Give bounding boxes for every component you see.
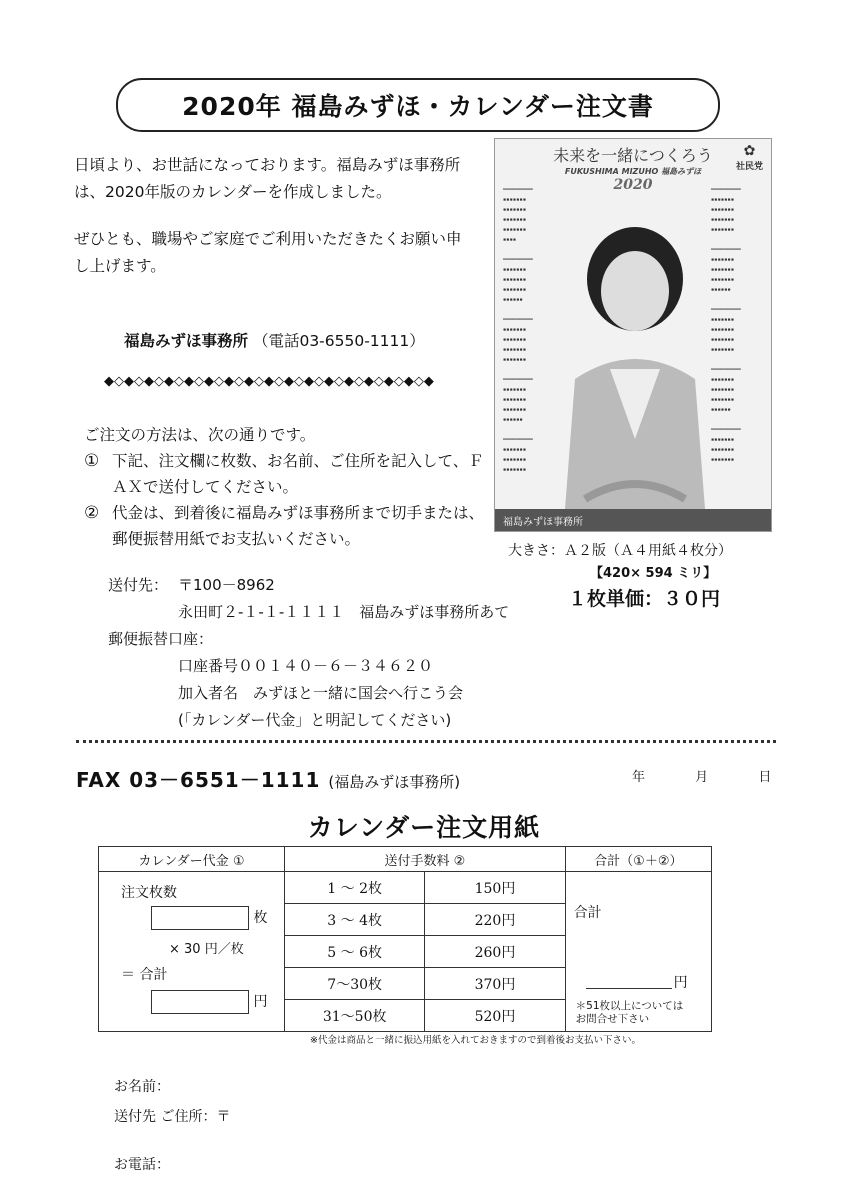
price-calc-cell: [99, 872, 285, 1032]
fee-range: 7～30枚: [285, 968, 425, 1000]
calendar-months-right: ━━━━━━━━━ ▪▪▪▪▪▪▪ ▪▪▪▪▪▪▪ ▪▪▪▪▪▪▪ ▪▪▪▪▪▪▪ ━━━━━━━━━ ▪▪▪▪▪▪▪ ▪▪▪▪▪▪▪ ▪▪▪▪▪▪▪ ▪▪▪▪▪▪ ━━━━━━━━━ ▪▪▪▪▪▪▪ ▪▪▪▪▪▪▪ ▪▪▪▪▪▪▪ ▪▪▪▪▪▪▪ ━━━━━━━━━ ▪▪▪▪▪▪▪ ▪▪▪▪▪▪▪ ▪▪▪▪▪▪▪ ▪▪▪▪▪▪ ━━━━━━━━━ ▪▪▪▪▪▪▪ ▪▪▪▪▪▪▪ ▪▪▪▪▪▪▪: [711, 187, 741, 463]
office-line: [124, 329, 425, 351]
customer-phone-label: お電話：: [114, 1157, 170, 1173]
size-text: 大きさ：Ａ２版（Ａ４用紙４枚分）: [508, 543, 732, 559]
customer-name-label: お名前：: [114, 1079, 170, 1095]
quantity-input[interactable]: [151, 906, 249, 930]
step-2-text: 代金は、到着後に福島みずほ事務所まで切手または、郵便振替用紙でお支払いください。: [112, 504, 485, 548]
total-label: 合計: [573, 905, 602, 921]
account-holder: 加入者名 みずほと一緒に国会へ行こう会: [178, 684, 464, 702]
date-fields: [632, 766, 771, 785]
calendar-slogan: 未来を一緒につくろう: [553, 146, 713, 165]
transfer-note: (「カレンダー代金」と明記してください): [178, 711, 452, 729]
quantity-label: 注文枚数: [121, 885, 177, 901]
document-title: 2020年 福島みずほ・カレンダー注文書: [116, 78, 720, 132]
fee-price: 220円: [425, 904, 565, 936]
diamond-divider: ◆◇◆◇◆◇◆◇◆◇◆◇◆◇◆◇◆◇◆◇◆◇◆◇◆◇◆◇◆◇◆◇◆: [104, 374, 434, 389]
intro-paragraph-2: ぜひとも、職場やご家庭でご利用いただきたくお願い申し上げます。: [74, 230, 462, 275]
address-block: [108, 572, 509, 734]
total-yen: 円: [673, 975, 688, 991]
method-intro: ご注文の方法は、次の通りです。: [84, 426, 316, 444]
date-year-label: 年: [632, 770, 646, 785]
header-shipping-fee: 送付手数料 ②: [285, 847, 566, 872]
total-input[interactable]: [586, 972, 672, 989]
fax-office: (福島みずほ事務所): [328, 773, 461, 791]
calendar-year: 2020: [613, 177, 653, 193]
step-1-number: ①: [84, 451, 100, 471]
step-1-text: 下記、注文欄に枚数、お名前、ご住所を記入して、ＦＡＸで送付してください。: [112, 452, 484, 496]
size-mm: 【420× 594 ミリ】: [590, 566, 717, 581]
intro-text: [74, 152, 474, 300]
cut-line: [76, 740, 776, 743]
fee-price: 370円: [425, 968, 565, 1000]
account-number: 口座番号００１４０－６－３４６２０: [178, 657, 434, 675]
customer-address-label: 送付先 ご住所：〒: [114, 1109, 231, 1125]
sum-label: ＝ 合計: [121, 967, 168, 983]
step-2-number: ②: [84, 503, 100, 523]
total-cell: [565, 872, 711, 1032]
postal-row: [108, 572, 509, 599]
fee-range: 1 ～ 2枚: [285, 872, 425, 904]
office-tel: （電話03-6550-1111）: [252, 332, 425, 350]
date-day-label: 日: [758, 770, 772, 785]
calendar-subtitle: FUKUSHIMA MIZUHO 福島みずほ: [564, 167, 702, 176]
intro-paragraph-1: 日頃より、お世話になっております。福島みずほ事務所は、2020年版のカレンダーを作成しました。: [74, 156, 461, 201]
party-logo: [736, 143, 763, 172]
header-calendar-price: カレンダー代金 ①: [99, 847, 285, 872]
fee-range: 31～50枚: [285, 1000, 425, 1032]
unit-price: １枚単価：３０円: [568, 588, 721, 610]
fee-price: 520円: [425, 1000, 565, 1032]
postal-code: 〒100－8962: [178, 576, 275, 594]
sum-field-row: [151, 990, 267, 1014]
order-table: [98, 846, 712, 1032]
contact-note: ＊51枚以上については お問合せ下さい: [575, 1000, 684, 1025]
calendar-preview: [494, 138, 772, 532]
calendar-footer: 福島みずほ事務所: [495, 509, 771, 531]
office-name: 福島みずほ事務所: [124, 332, 249, 350]
fee-price: 150円: [425, 872, 565, 904]
header-total: 合計（①＋②）: [565, 847, 711, 872]
party-name: 社民党: [735, 162, 763, 172]
send-to-label: 送付先：: [108, 576, 169, 594]
quantity-field-row: [151, 906, 267, 930]
payment-footnote: ※代金は商品と一緒に振込用紙を入れておきますので到着後お支払い下さい。: [310, 1035, 641, 1046]
date-month-label: 月: [695, 770, 709, 785]
calendar-months-left: ━━━━━━━━━ ▪▪▪▪▪▪▪ ▪▪▪▪▪▪▪ ▪▪▪▪▪▪▪ ▪▪▪▪▪▪▪ ▪▪▪▪ ━━━━━━━━━ ▪▪▪▪▪▪▪ ▪▪▪▪▪▪▪ ▪▪▪▪▪▪▪ ▪▪▪▪▪▪ ━━━━━━━━━ ▪▪▪▪▪▪▪ ▪▪▪▪▪▪▪ ▪▪▪▪▪▪▪ ▪▪▪▪▪▪▪ ━━━━━━━━━ ▪▪▪▪▪▪▪ ▪▪▪▪▪▪▪ ▪▪▪▪▪▪▪ ▪▪▪▪▪▪ ━━━━━━━━━ ▪▪▪▪▪▪▪ ▪▪▪▪▪▪▪ ▪▪▪▪▪▪▪: [503, 187, 533, 473]
fee-range: 3 ～ 4枚: [285, 904, 425, 936]
street-address: 永田町２-１-１-１１１１ 福島みずほ事務所あて: [178, 603, 510, 621]
sum-yen: 円: [253, 994, 268, 1010]
transfer-label: 郵便振替口座：: [108, 630, 214, 648]
portrait-photo: [555, 209, 715, 509]
fee-price: 260円: [425, 936, 565, 968]
party-mark-icon: ✿: [743, 143, 756, 159]
fee-range: 5 ～ 6枚: [285, 936, 425, 968]
quantity-unit: 枚: [253, 910, 268, 926]
fax-number: FAX 03－6551－1111: [76, 768, 321, 792]
calendar-subtotal-input[interactable]: [151, 990, 249, 1014]
method-step-2: [84, 500, 484, 552]
method-step-1: [84, 448, 484, 500]
fax-line: [76, 764, 460, 793]
order-form-title: カレンダー注文用紙: [307, 813, 541, 842]
rate-text: × 30 円／枚: [169, 942, 244, 957]
order-method: [84, 422, 484, 552]
